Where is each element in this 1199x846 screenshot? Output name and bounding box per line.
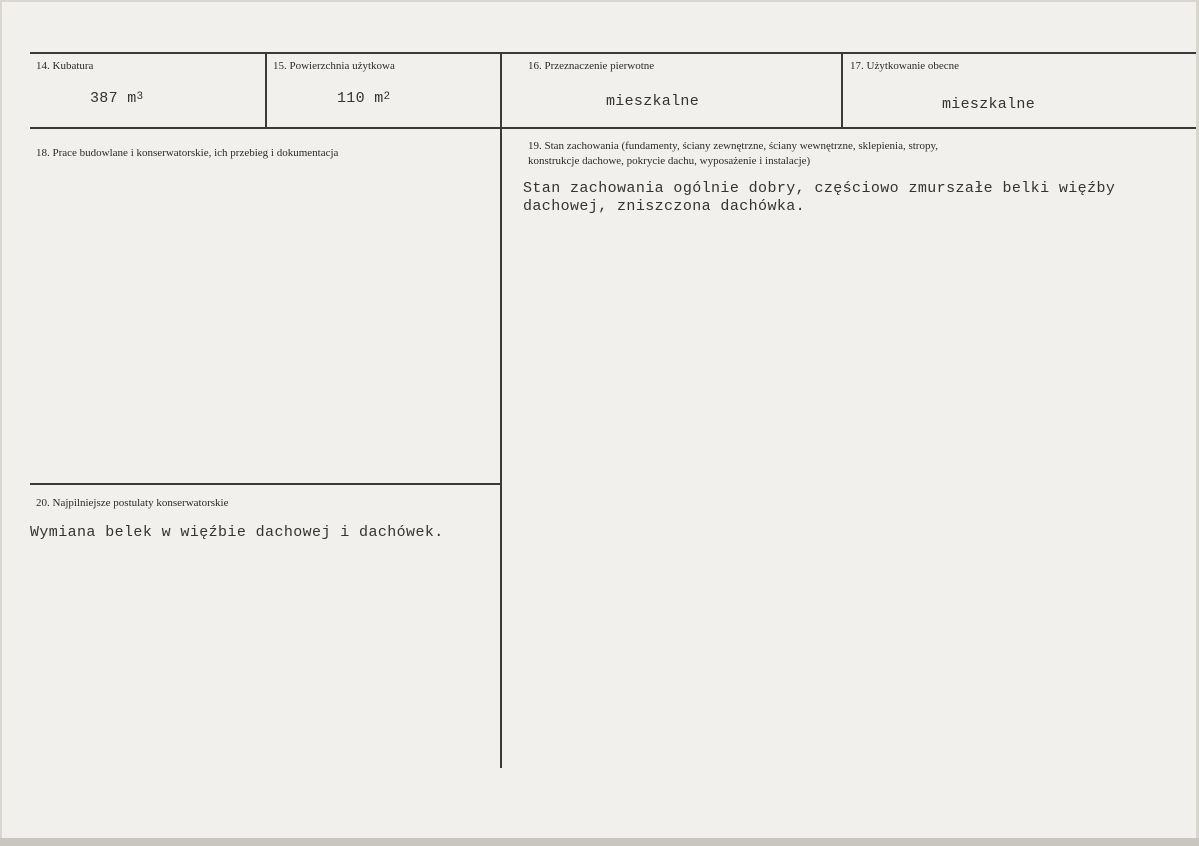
field-20-value: Wymiana belek w więźbie dachowej i dachówek. (30, 524, 444, 541)
field-16-value: mieszkalne (606, 93, 700, 110)
field-15-value (337, 90, 390, 107)
field-14-value (90, 90, 143, 107)
top-rule (30, 52, 1196, 54)
record-card (2, 2, 1196, 838)
field-14-number: 387 m (90, 90, 137, 107)
divider-16-17 (841, 52, 843, 128)
field-17-value: mieszkalne (942, 96, 1036, 113)
field-19-value-line2: dachowej, zniszczona dachówka. (523, 198, 806, 215)
row1-bottom-rule (30, 127, 1196, 129)
divider-15-16 (500, 52, 502, 768)
field-20-label: 20. Najpilniejsze postulaty konserwatorskie (36, 497, 229, 509)
field-16-label: 16. Przeznaczenie pierwotne (528, 60, 655, 72)
field-15-number: 110 m (337, 90, 384, 107)
divider-14-15 (265, 52, 267, 128)
field-18-label: 18. Prace budowlane i konserwatorskie, ich przebieg i dokumentacja (36, 147, 339, 159)
field-19-label-line1: 19. Stan zachowania (fundamenty, ściany zewnętrzne, ściany wewnętrzne, sklepienia, stropy, (528, 140, 939, 152)
field-14-exponent: 3 (136, 91, 144, 103)
field-15-exponent: 2 (383, 91, 391, 103)
field-19-label-line2: konstrukcje dachowe, pokrycie dachu, wyposażenie i instalacje) (528, 155, 811, 167)
field-14-label: 14. Kubatura (36, 60, 94, 72)
field-17-label: 17. Użytkowanie obecne (850, 60, 960, 72)
scan-bottom-edge (0, 838, 1199, 846)
field-15-label: 15. Powierzchnia użytkowa (273, 60, 395, 72)
field-19-value-line1: Stan zachowania ogólnie dobry, częściowo zmurszałe belki więźby (523, 180, 1116, 197)
section-18-20-rule (30, 483, 500, 485)
